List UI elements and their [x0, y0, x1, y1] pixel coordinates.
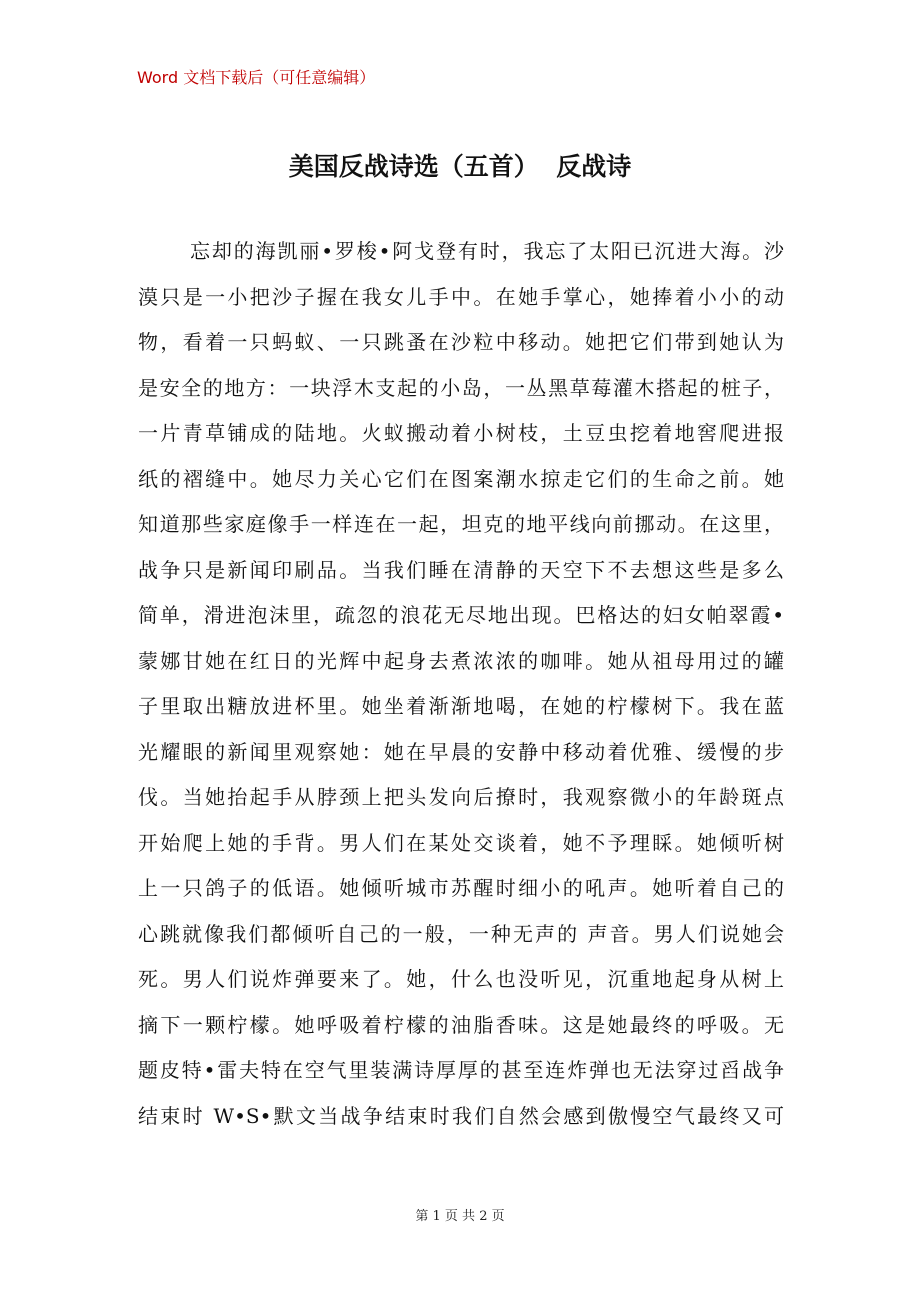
- body-line: 上一只鸽子的低语。她倾听城市苏醒时细小的吼声。她听着自己的: [138, 876, 784, 900]
- body-line: 一片青草铺成的陆地。火蚁搬动着小树枝，土豆虫挖着地窖爬进报: [138, 421, 784, 445]
- body-line: 物，看着一只蚂蚁、一只跳蚤在沙粒中移动。她把它们带到她认为: [138, 330, 784, 354]
- body-line: 战争只是新闻印刷品。当我们睡在清静的天空下不去想这些是多么: [138, 557, 784, 582]
- body-line: 子里取出糖放进杯里。她坐着渐渐地喝，在她的柠檬树下。我在蓝: [138, 694, 784, 718]
- body-line: 伐。当她抬起手从脖颈上把头发向后撩时，我观察微小的年龄斑点: [138, 785, 784, 809]
- body-line: 死。男人们说炸弹要来了。她，什么也没听见，沉重地起身从树上: [138, 967, 784, 991]
- body-line: 蒙娜甘她在红日的光辉中起身去煮浓浓的咖啡。她从祖母用过的罐: [138, 648, 784, 673]
- body-line: 知道那些家庭像手一样连在一起，坦克的地平线向前挪动。在这里，: [138, 512, 784, 536]
- body-line: 开始爬上她的手背。男人们在某处交谈着，她不予理睬。她倾听树: [138, 830, 784, 855]
- body-line: 心跳就像我们都倾听自己的一般，一种无声的 声音。男人们说她会: [138, 921, 784, 946]
- body-line: 漠只是一小把沙子握在我女儿手中。在她手掌心，她捧着小小的动: [138, 284, 784, 309]
- body-line: 结束时 W•S•默文当战争结束时我们自然会感到傲慢空气最终又可: [138, 1103, 784, 1128]
- body-line: 简单，滑进泡沫里，疏忽的浪花无尽地出现。巴格达的妇女帕翠霞•: [138, 603, 784, 627]
- body-line: 题皮特•雷夫特在空气里装满诗厚厚的甚至连炸弹也无法穿过舀战争: [138, 1058, 784, 1082]
- body-line: 是安全的地方：一块浮木支起的小岛，一丛黑草莓灌木搭起的桩子，: [138, 375, 784, 400]
- body-line: 摘下一颗柠檬。她呼吸着柠檬的油脂香味。这是她最终的呼吸。无: [138, 1012, 784, 1037]
- body-line: 纸的褶缝中。她尽力关心它们在图案潮水掠走它们的生命之前。她: [138, 466, 784, 491]
- body-line: 忘却的海凯丽•罗梭•阿戈登有时，我忘了太阳已沉进大海。沙: [190, 239, 784, 263]
- download-note: Word 文档下载后（可任意编辑）: [137, 68, 376, 87]
- body-line: 光耀眼的新闻里观察她：她在早晨的安静中移动着优雅、缓慢的步: [138, 739, 784, 764]
- poem-body: [138, 229, 784, 1139]
- page-number-footer: 第 1 页 共 2 页: [415, 1209, 505, 1224]
- document-title: 美国反战诗选（五首） 反战诗: [288, 152, 632, 181]
